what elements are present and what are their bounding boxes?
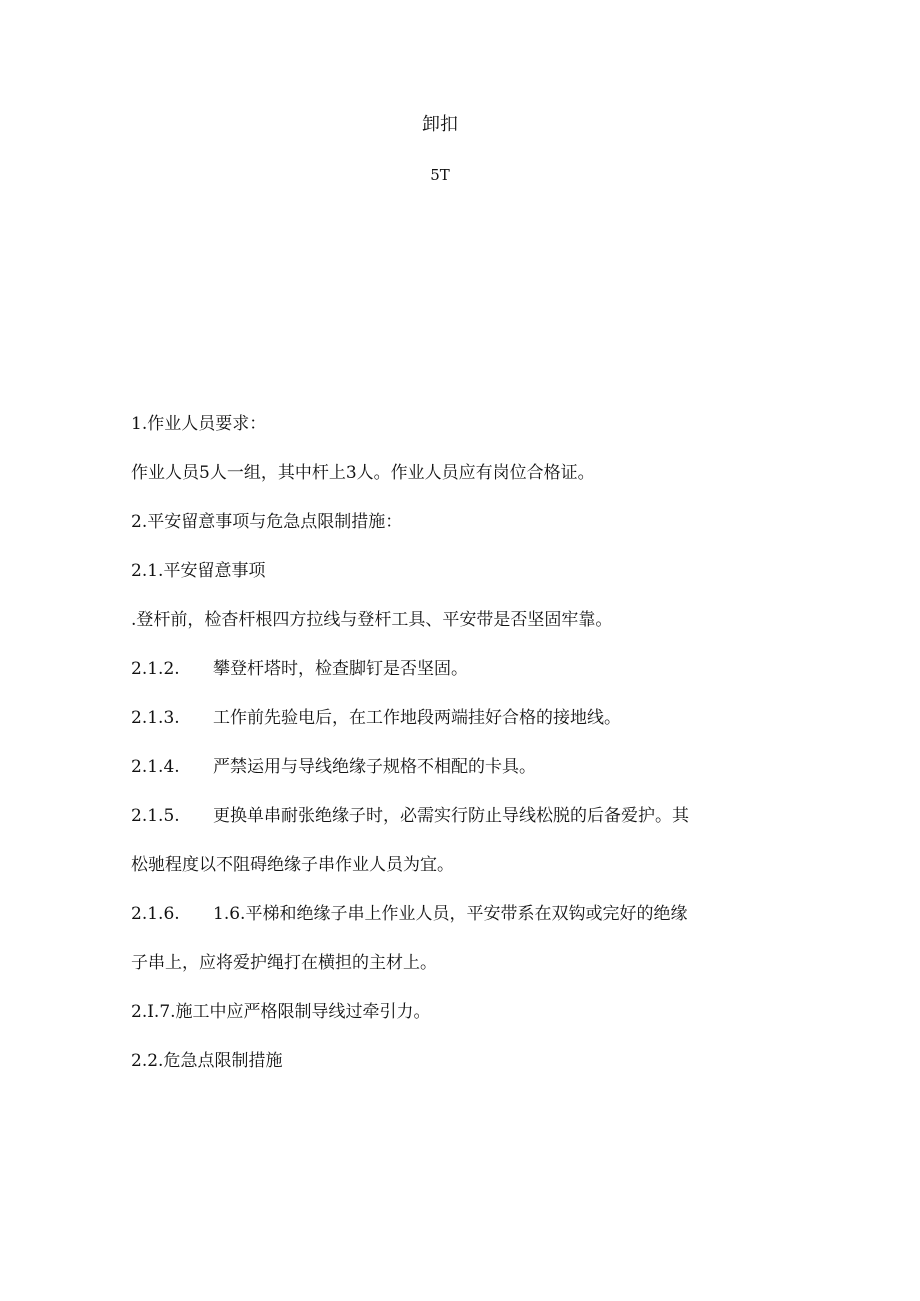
paragraph-text: 严禁运用与导线绝缘子规格不相配的卡具。: [213, 757, 536, 777]
paragraph-number: 2.1.4.: [131, 757, 180, 777]
document-body: [131, 400, 791, 1086]
paragraph-number: 2.1.3.: [131, 708, 180, 728]
paragraph-2-1-4: [131, 743, 791, 792]
paragraph-2-1-5: [131, 792, 791, 841]
item-spec: 5T: [430, 166, 450, 184]
paragraph-text: 1.6.平梯和绝缘子串上作业人员，平安带系在双钩或完好的绝缘: [213, 904, 688, 924]
paragraph-text: 攀登杆塔时，检查脚钉是否坚固。: [213, 659, 468, 679]
section-1-heading: 1.作业人员要求：: [131, 414, 267, 434]
paragraph-text: 更换单串耐张绝缘子时，必需实行防止导线松脱的后备爱护。其: [213, 806, 689, 826]
paragraph-number: 2.1.2.: [131, 659, 180, 679]
paragraph-2-1-6: [131, 890, 791, 939]
paragraph-2-1-3: [131, 694, 791, 743]
paragraph-number: 2.1.5.: [131, 806, 180, 826]
section-1-text: 作业人员5人一组，其中杆上3人。作业人员应有岗位合格证。: [131, 463, 595, 483]
paragraph-number: 2.1.6.: [131, 904, 180, 924]
section-2-2-heading: 2.2.危急点限制措施: [131, 1051, 283, 1071]
section-2-heading: 2.平安留意事项与危急点限制措施：: [131, 512, 403, 532]
paragraph-2-1-2: [131, 645, 791, 694]
paragraph-2-1-7: 2.I.7.施工中应严格限制导线过牵引力。: [131, 1002, 431, 1022]
item-title: 卸扣: [422, 114, 458, 135]
paragraph-2-1-6-continued: 子串上，应将爱护绳打在横担的主材上。: [131, 953, 437, 973]
paragraph-2-1-5-continued: 松驰程度以不阻碍绝缘子串作业人员为宜。: [131, 855, 454, 875]
section-2-1-heading: 2.1.平安留意事项: [131, 561, 266, 581]
paragraph-2-1-1: .登杆前，检杳杆根四方拉线与登杆工具、平安带是否坚固牢靠。: [131, 610, 613, 630]
paragraph-text: 工作前先验电后，在工作地段两端挂好合格的接地线。: [213, 708, 621, 728]
